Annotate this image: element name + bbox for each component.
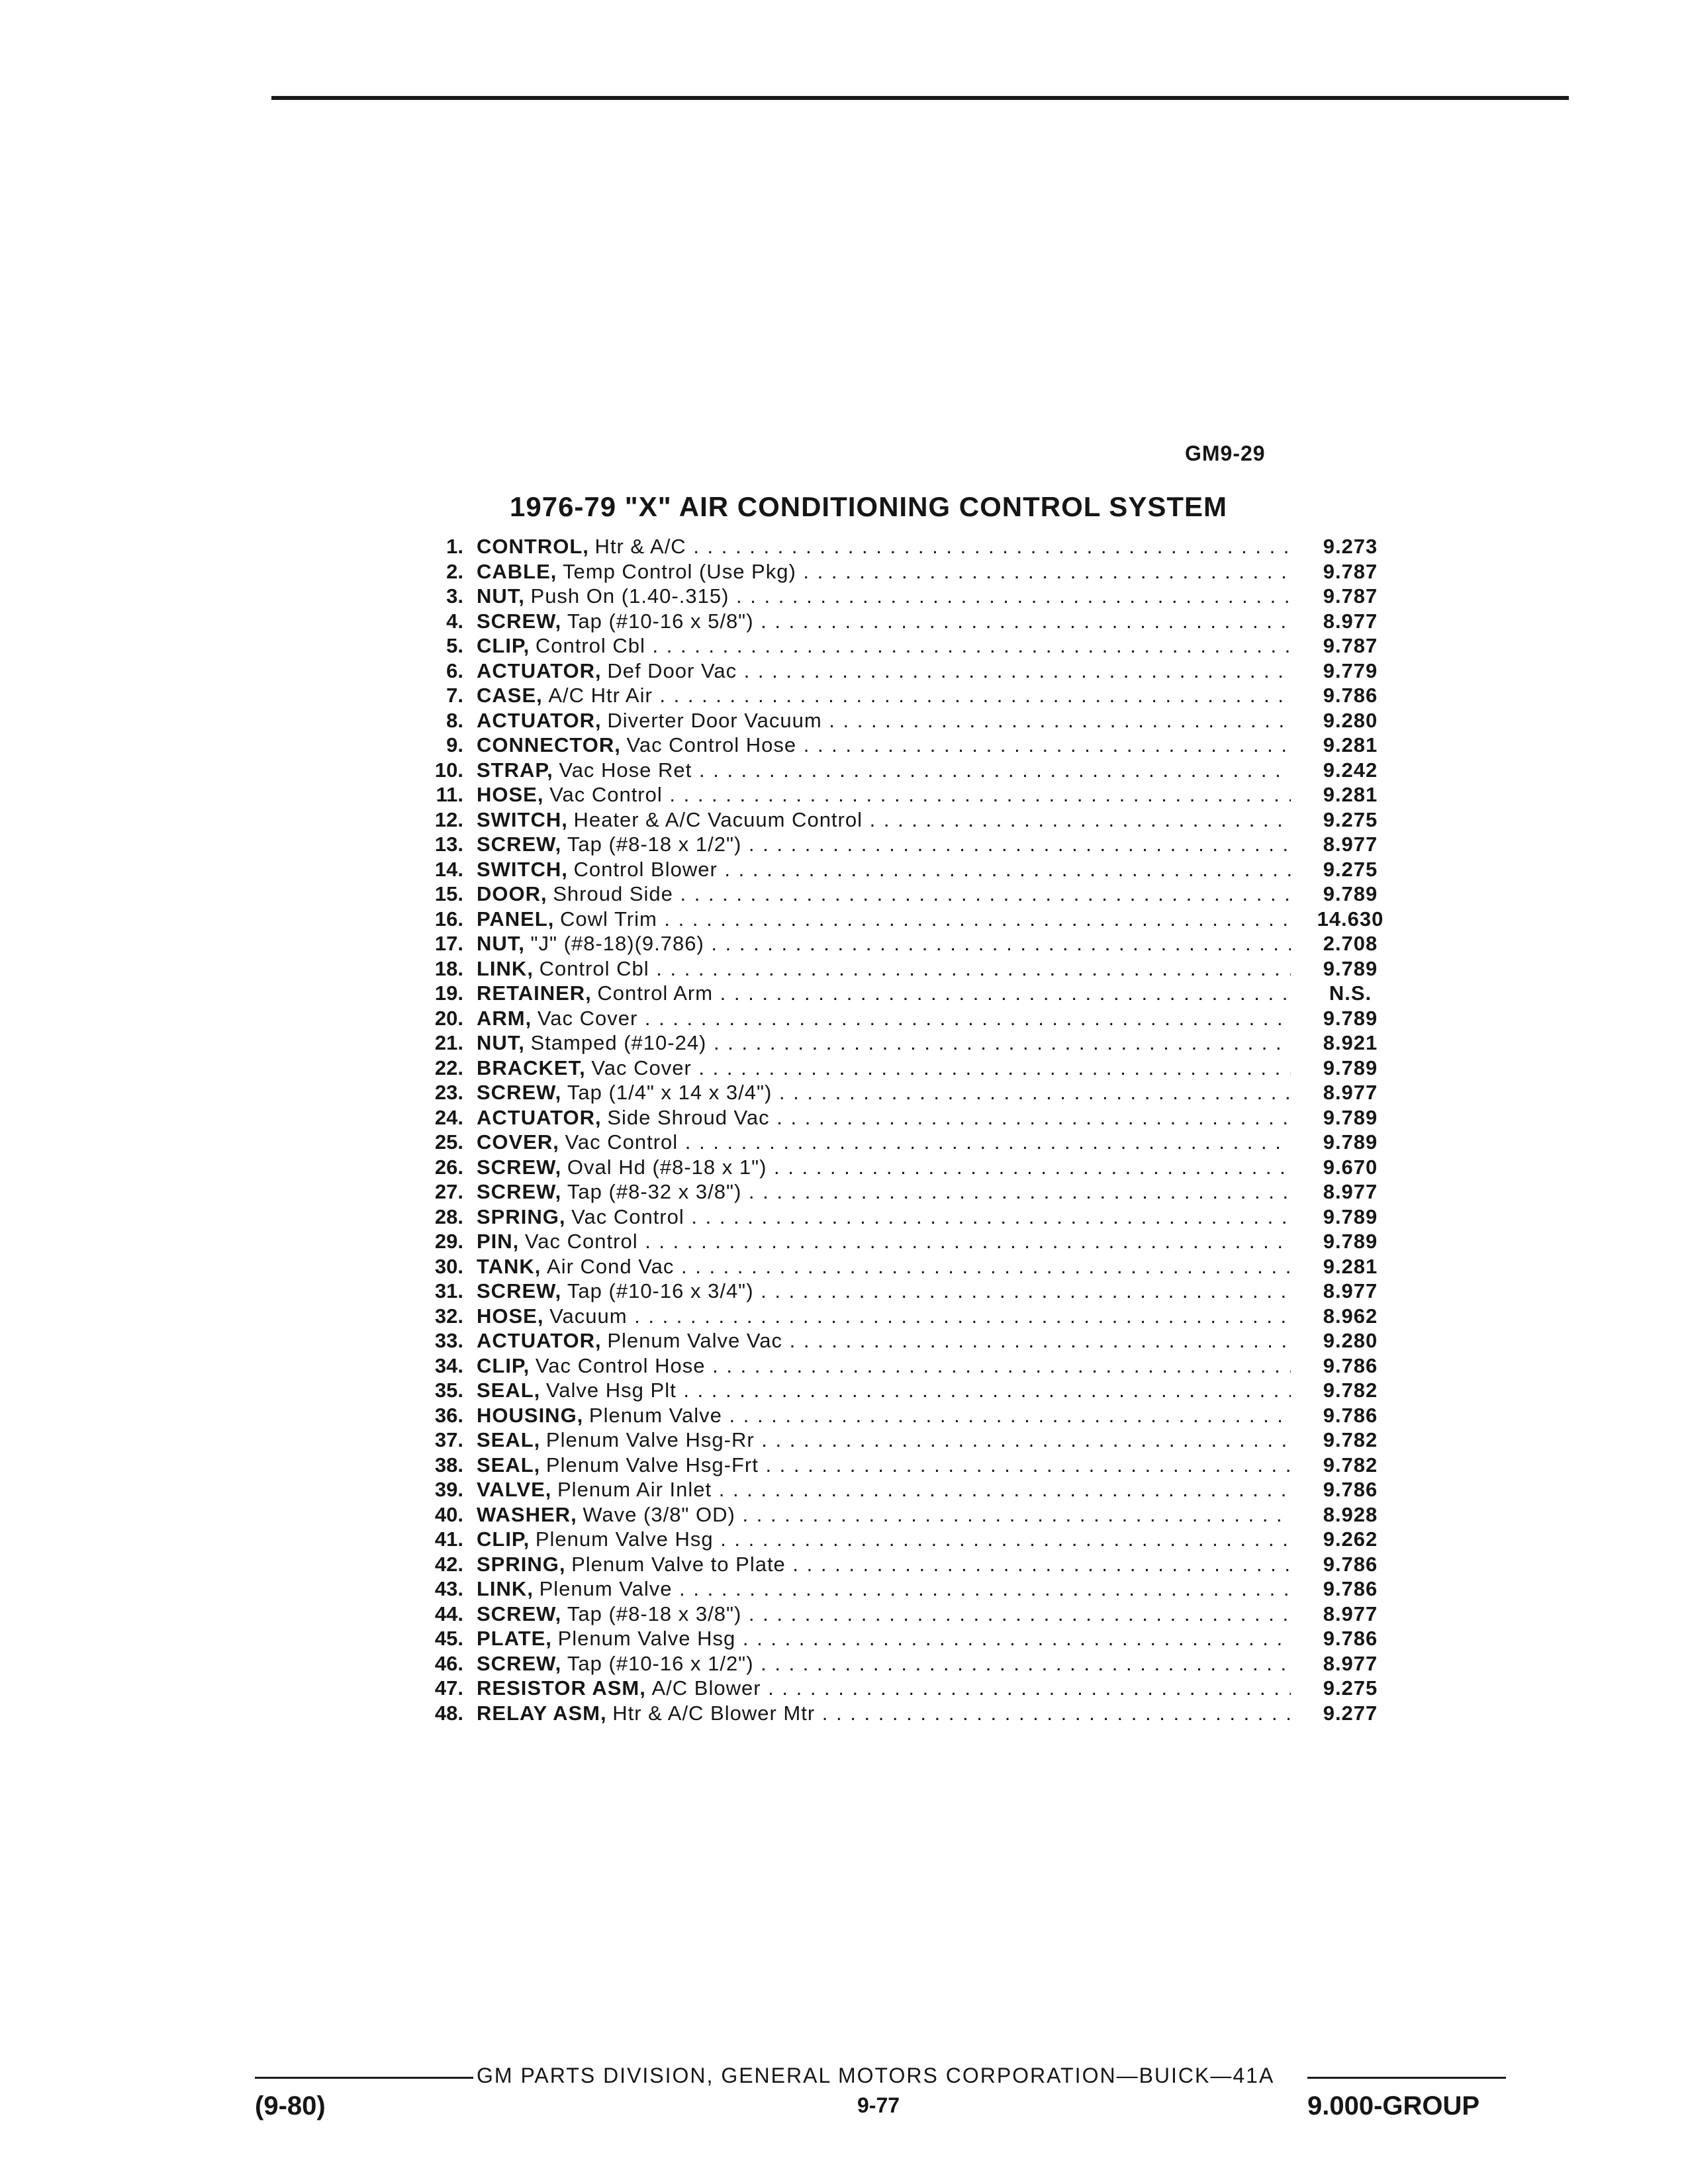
part-name: NUT, (477, 1031, 525, 1054)
part-name: SEAL, (477, 1428, 541, 1451)
part-name: ARM, (477, 1006, 532, 1030)
part-name: CONNECTOR, (477, 733, 621, 756)
part-name: SCREW, (477, 1279, 562, 1302)
part-group-number: 9.280 (1323, 708, 1378, 732)
part-detail: Vac Cover (591, 1056, 692, 1079)
part-number: 43. (434, 1577, 463, 1600)
part-detail: Side Shroud Vac (607, 1105, 770, 1129)
part-detail: Control Blower (573, 857, 718, 881)
part-detail: Cowl Trim (560, 907, 657, 931)
part-detail: Temp Control (Use Pkg) (563, 559, 796, 583)
part-detail: Shroud Side (553, 882, 673, 905)
part-number: 34. (434, 1353, 463, 1377)
part-detail: Vac Control Hose (535, 1353, 706, 1377)
part-group-number: 9.786 (1323, 1478, 1378, 1501)
list-item (397, 1130, 1417, 1155)
list-item (397, 1378, 1417, 1403)
part-detail: Vacuum (549, 1304, 628, 1328)
part-detail: Vac Control Hose (626, 733, 797, 756)
list-item (397, 832, 1417, 857)
part-name: CLIP, (477, 634, 530, 657)
part-description (477, 931, 1291, 956)
part-detail: Plenum Valve Vac (607, 1329, 783, 1352)
list-item (397, 956, 1417, 981)
part-description (477, 1651, 1291, 1676)
part-description (477, 1453, 1291, 1478)
list-item (397, 1626, 1417, 1651)
footer-rule-right (1307, 2077, 1506, 2079)
list-item (397, 1056, 1417, 1081)
part-name: SWITCH, (477, 807, 568, 831)
part-detail: Plenum Valve (539, 1577, 673, 1600)
part-detail: Tap (#8-18 x 3/8") (567, 1602, 742, 1625)
list-item (397, 1527, 1417, 1552)
part-description (477, 1155, 1291, 1180)
part-name: HOSE, (477, 1304, 544, 1328)
part-description (477, 609, 1291, 634)
part-number: 23. (434, 1081, 463, 1104)
list-item (397, 1428, 1417, 1453)
part-description (477, 857, 1291, 882)
part-detail: Vac Control (549, 783, 663, 806)
list-item (397, 1701, 1417, 1726)
part-detail: Plenum Valve Hsg-Frt (545, 1453, 759, 1477)
part-number: 19. (434, 981, 463, 1005)
footer-rule-left (255, 2077, 473, 2079)
list-item (397, 1304, 1417, 1329)
part-description (477, 1205, 1291, 1230)
part-description (477, 1328, 1291, 1353)
part-number: 11. (436, 783, 463, 806)
list-item (397, 584, 1417, 609)
part-detail: Plenum Air Inlet (557, 1478, 712, 1501)
part-description (477, 832, 1291, 857)
part-number: 46. (434, 1651, 463, 1675)
part-detail: Plenum Valve Hsg-Rr (545, 1428, 755, 1451)
part-description (477, 683, 1291, 708)
list-item (397, 857, 1417, 882)
part-number: 26. (434, 1155, 463, 1179)
part-number: 5. (446, 634, 463, 657)
part-name: ACTUATOR, (477, 659, 602, 682)
part-detail: Tap (1/4" x 14 x 3/4") (567, 1081, 773, 1104)
part-detail: A/C Htr Air (548, 684, 653, 707)
list-item (397, 1279, 1417, 1304)
list-item (397, 1552, 1417, 1577)
part-name: STRAP, (477, 758, 553, 782)
part-detail: Air Cond Vac (547, 1254, 675, 1278)
part-description (477, 907, 1291, 932)
top-rule (271, 96, 1569, 100)
part-name: RELAY ASM, (477, 1701, 607, 1725)
part-name: SEAL, (477, 1379, 541, 1402)
part-number: 17. (434, 932, 463, 955)
part-detail: Htr & A/C (594, 535, 686, 558)
part-name: HOUSING, (477, 1403, 584, 1427)
part-name: WASHER, (477, 1502, 577, 1526)
part-detail: Def Door Vac (607, 659, 737, 682)
list-item (397, 534, 1417, 559)
part-detail: Vac Control (524, 1230, 638, 1253)
part-detail: Plenum Valve (588, 1403, 722, 1427)
list-item (397, 931, 1417, 956)
part-number: 27. (434, 1180, 463, 1203)
part-description (477, 559, 1291, 584)
part-name: HOSE, (477, 783, 544, 806)
part-group-number: 8.977 (1323, 1081, 1378, 1104)
part-group-number: 8.921 (1323, 1031, 1378, 1054)
part-detail: Diverter Door Vacuum (607, 708, 822, 732)
list-item (397, 807, 1417, 833)
part-group-number: 9.789 (1323, 1056, 1378, 1079)
part-group-number: 9.281 (1323, 783, 1378, 806)
list-item (397, 1179, 1417, 1205)
part-description (477, 1552, 1291, 1577)
part-detail: Plenum Valve Hsg (535, 1527, 714, 1551)
part-description (477, 782, 1291, 807)
part-detail: Oval Hd (#8-18 x 1") (567, 1155, 767, 1179)
part-description (477, 1477, 1291, 1502)
part-description (477, 807, 1291, 833)
part-name: ACTUATOR, (477, 708, 602, 732)
list-item (397, 981, 1417, 1006)
part-number: 39. (434, 1478, 463, 1501)
part-name: SCREW, (477, 609, 562, 633)
part-group-number: 9.782 (1323, 1428, 1378, 1451)
part-number: 48. (434, 1701, 463, 1725)
part-group-number: 9.275 (1323, 857, 1378, 881)
part-number: 32. (434, 1304, 463, 1328)
part-group-number: 9.789 (1323, 1130, 1378, 1154)
part-description (477, 1229, 1291, 1254)
part-name: RETAINER, (477, 981, 592, 1005)
part-description (477, 1080, 1291, 1105)
part-number: 24. (434, 1105, 463, 1129)
part-name: PANEL, (477, 907, 555, 931)
part-name: SCREW, (477, 1651, 562, 1675)
part-number: 47. (434, 1676, 463, 1700)
part-number: 12. (434, 807, 463, 831)
part-detail: Control Arm (597, 981, 714, 1005)
part-name: SCREW, (477, 1180, 562, 1203)
part-group-number: 9.779 (1323, 659, 1378, 682)
list-item (397, 1602, 1417, 1627)
part-detail: Htr & A/C Blower Mtr (612, 1701, 816, 1725)
part-detail: Valve Hsg Plt (545, 1379, 677, 1402)
part-name: SCREW, (477, 1155, 562, 1179)
part-name: PIN, (477, 1230, 520, 1253)
document-code: GM9-29 (1185, 441, 1266, 465)
part-description (477, 633, 1291, 659)
part-group-number: 9.277 (1323, 1701, 1378, 1725)
part-detail: "J" (#8-18)(9.786) (530, 932, 704, 955)
part-group-number: 9.786 (1323, 1627, 1378, 1650)
part-group-number: 9.670 (1323, 1155, 1378, 1179)
part-group-number: 9.786 (1323, 1552, 1378, 1576)
part-description (477, 981, 1291, 1006)
list-item (397, 1205, 1417, 1230)
part-name: SCREW, (477, 1081, 562, 1104)
parts-list (397, 534, 1417, 1725)
part-name: SEAL, (477, 1453, 541, 1477)
part-name: RESISTOR ASM, (477, 1676, 646, 1700)
part-group-number: 14.630 (1317, 907, 1384, 931)
part-group-number: 9.281 (1323, 733, 1378, 756)
part-detail: Push On (1.40-.315) (530, 584, 729, 608)
footer-group: 9.000-GROUP (1307, 2091, 1480, 2120)
part-description (477, 882, 1291, 907)
part-name: VALVE, (477, 1478, 552, 1501)
part-description (477, 534, 1291, 559)
part-name: ACTUATOR, (477, 1105, 602, 1129)
list-item (397, 1676, 1417, 1701)
footer-date: (9-80) (255, 2091, 326, 2120)
part-description (477, 956, 1291, 981)
part-detail: Tap (#10-16 x 5/8") (567, 609, 754, 633)
part-group-number: 9.786 (1323, 1577, 1378, 1600)
part-name: DOOR, (477, 882, 547, 905)
part-name: SPRING, (477, 1552, 566, 1576)
list-item (397, 609, 1417, 634)
list-item (397, 1477, 1417, 1502)
part-group-number: 9.280 (1323, 1329, 1378, 1352)
part-detail: Tap (#8-18 x 1/2") (567, 833, 742, 856)
part-number: 14. (434, 857, 463, 881)
part-description (477, 1130, 1291, 1155)
part-number: 42. (434, 1552, 463, 1576)
part-description (477, 1056, 1291, 1081)
part-description (477, 758, 1291, 783)
part-description (477, 1602, 1291, 1627)
part-group-number: 8.977 (1323, 833, 1378, 856)
part-number: 18. (434, 956, 463, 980)
list-item (397, 733, 1417, 758)
part-detail: Vac Cover (537, 1006, 638, 1030)
part-detail: Tap (#8-32 x 3/8") (567, 1180, 742, 1203)
part-group-number: 9.273 (1323, 535, 1378, 558)
part-group-number: 9.789 (1323, 1205, 1378, 1228)
part-group-number: 9.789 (1323, 1105, 1378, 1129)
part-description (477, 1502, 1291, 1527)
list-item (397, 1105, 1417, 1130)
part-description (477, 1676, 1291, 1701)
part-name: SCREW, (477, 833, 562, 856)
part-number: 40. (434, 1502, 463, 1526)
list-item (397, 1403, 1417, 1428)
part-detail: Wave (3/8" OD) (583, 1502, 735, 1526)
list-item (397, 708, 1417, 733)
part-name: ACTUATOR, (477, 1329, 602, 1352)
page-title: 1976-79 "X" AIR CONDITIONING CONTROL SYSTEM (510, 491, 1227, 522)
footer-publisher: GM PARTS DIVISION, GENERAL MOTORS CORPORATION—BUICK—41A (477, 2064, 1275, 2087)
part-number: 31. (434, 1279, 463, 1302)
list-item (397, 1453, 1417, 1478)
part-number: 16. (434, 907, 463, 931)
part-description (477, 1403, 1291, 1428)
part-group-number: 8.977 (1323, 1651, 1378, 1675)
part-group-number: 9.787 (1323, 559, 1378, 583)
part-number: 35. (434, 1379, 463, 1402)
part-number: 30. (434, 1254, 463, 1278)
list-item (397, 1576, 1417, 1602)
part-name: CLIP, (477, 1527, 530, 1551)
part-number: 41. (434, 1527, 463, 1551)
part-group-number: 9.262 (1323, 1527, 1378, 1551)
part-description (477, 1179, 1291, 1205)
part-group-number: 9.789 (1323, 956, 1378, 980)
part-group-number: 9.786 (1323, 684, 1378, 707)
part-detail: Heater & A/C Vacuum Control (573, 807, 863, 831)
part-group-number: 9.787 (1323, 584, 1378, 608)
part-number: 3. (446, 584, 463, 608)
part-number: 6. (446, 659, 463, 682)
part-detail: Control Cbl (539, 956, 649, 980)
part-group-number: 9.789 (1323, 882, 1378, 905)
part-name: SWITCH, (477, 857, 568, 881)
list-item (397, 1651, 1417, 1676)
list-item (397, 1006, 1417, 1031)
part-group-number: 8.977 (1323, 1602, 1378, 1625)
part-name: NUT, (477, 584, 525, 608)
part-number: 37. (434, 1428, 463, 1451)
part-name: SPRING, (477, 1205, 566, 1228)
part-description (477, 708, 1291, 733)
part-detail: Vac Hose Ret (559, 758, 692, 782)
part-number: 45. (434, 1627, 463, 1650)
part-detail: Tap (#10-16 x 3/4") (567, 1279, 754, 1302)
list-item (397, 633, 1417, 659)
part-detail: Plenum Valve to Plate (571, 1552, 786, 1576)
part-name: CONTROL, (477, 535, 589, 558)
list-item (397, 1254, 1417, 1279)
part-group-number: 9.787 (1323, 634, 1378, 657)
part-detail: Control Cbl (535, 634, 645, 657)
part-number: 20. (434, 1006, 463, 1030)
part-detail: A/C Blower (651, 1676, 761, 1700)
part-group-number: 8.977 (1323, 609, 1378, 633)
part-group-number: 8.962 (1323, 1304, 1378, 1328)
part-name: LINK, (477, 956, 534, 980)
list-item (397, 559, 1417, 584)
part-group-number: 9.275 (1323, 807, 1378, 831)
list-item (397, 1030, 1417, 1056)
part-group-number: 9.789 (1323, 1230, 1378, 1253)
part-number: 36. (434, 1403, 463, 1427)
part-number: 29. (434, 1230, 463, 1253)
list-item (397, 907, 1417, 932)
footer-page-number: 9-77 (857, 2093, 900, 2117)
part-group-number: 9.786 (1323, 1403, 1378, 1427)
part-number: 1. (446, 535, 463, 558)
part-group-number: 9.782 (1323, 1379, 1378, 1402)
part-description (477, 1626, 1291, 1651)
part-detail: Vac Control (565, 1130, 679, 1154)
part-number: 33. (434, 1329, 463, 1352)
part-description (477, 584, 1291, 609)
part-number: 38. (434, 1453, 463, 1477)
part-description (477, 1304, 1291, 1329)
part-group-number: 2.708 (1323, 932, 1378, 955)
part-number: 28. (434, 1205, 463, 1228)
list-item (397, 758, 1417, 783)
part-detail: Plenum Valve Hsg (557, 1627, 736, 1650)
part-group-number: 9.782 (1323, 1453, 1378, 1477)
part-group-number: 9.275 (1323, 1676, 1378, 1700)
part-group-number: 8.977 (1323, 1180, 1378, 1203)
list-item (397, 1229, 1417, 1254)
list-item (397, 1328, 1417, 1353)
part-name: LINK, (477, 1577, 534, 1600)
part-description (477, 1030, 1291, 1056)
part-number: 10. (434, 758, 463, 782)
part-number: 2. (446, 559, 463, 583)
list-item (397, 882, 1417, 907)
part-detail: Stamped (#10-24) (530, 1031, 707, 1054)
part-number: 7. (446, 684, 463, 707)
part-number: 44. (434, 1602, 463, 1625)
part-description (477, 1353, 1291, 1379)
list-item (397, 1502, 1417, 1527)
part-description (477, 1105, 1291, 1130)
part-group-number: N.S. (1329, 981, 1372, 1005)
part-group-number: 8.977 (1323, 1279, 1378, 1302)
part-group-number: 9.789 (1323, 1006, 1378, 1030)
part-description (477, 1701, 1291, 1726)
list-item (397, 1155, 1417, 1180)
list-item (397, 1353, 1417, 1379)
part-number: 22. (434, 1056, 463, 1079)
part-name: NUT, (477, 932, 525, 955)
part-name: BRACKET, (477, 1056, 586, 1079)
part-group-number: 9.281 (1323, 1254, 1378, 1278)
part-number: 15. (434, 882, 463, 905)
part-description (477, 1254, 1291, 1279)
part-description (477, 1576, 1291, 1602)
part-number: 13. (434, 833, 463, 856)
part-description (477, 1378, 1291, 1403)
part-number: 4. (446, 609, 463, 633)
part-name: CLIP, (477, 1353, 530, 1377)
part-name: COVER, (477, 1130, 559, 1154)
part-description (477, 1527, 1291, 1552)
part-group-number: 9.242 (1323, 758, 1378, 782)
part-group-number: 8.928 (1323, 1502, 1378, 1526)
part-group-number: 9.786 (1323, 1353, 1378, 1377)
part-number: 9. (446, 733, 463, 756)
list-item (397, 1080, 1417, 1105)
part-detail: Vac Control (571, 1205, 684, 1228)
part-description (477, 733, 1291, 758)
part-name: SCREW, (477, 1602, 562, 1625)
part-number: 25. (434, 1130, 463, 1154)
part-number: 21. (434, 1031, 463, 1054)
part-description (477, 659, 1291, 684)
list-item (397, 683, 1417, 708)
list-item (397, 782, 1417, 807)
part-description (477, 1006, 1291, 1031)
part-name: PLATE, (477, 1627, 552, 1650)
part-number: 8. (446, 708, 463, 732)
part-name: CABLE, (477, 559, 557, 583)
part-name: TANK, (477, 1254, 541, 1278)
part-name: CASE, (477, 684, 543, 707)
part-description (477, 1428, 1291, 1453)
part-description (477, 1279, 1291, 1304)
list-item (397, 659, 1417, 684)
part-detail: Tap (#10-16 x 1/2") (567, 1651, 754, 1675)
